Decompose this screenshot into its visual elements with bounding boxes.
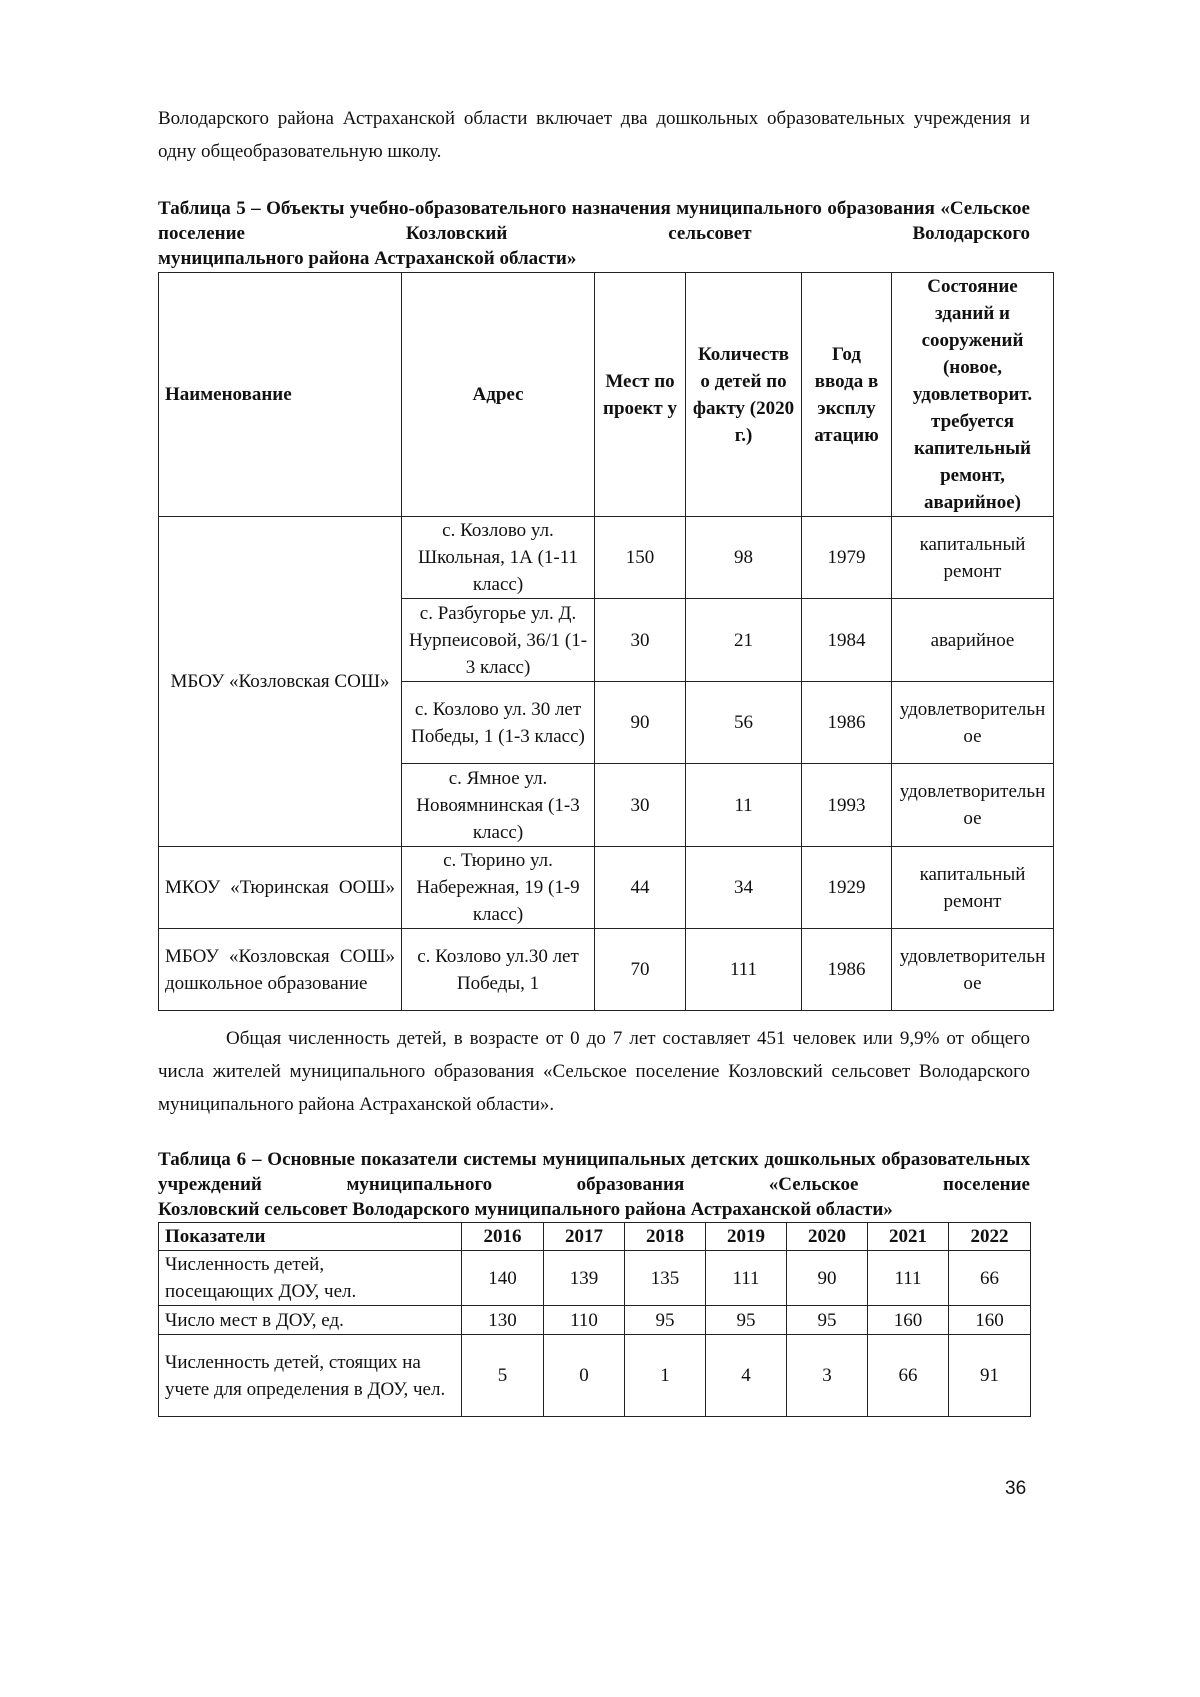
header-cell: 2016: [462, 1223, 544, 1251]
table-row: [159, 1306, 1031, 1335]
header-cell: 2021: [868, 1223, 949, 1251]
value-cell: 139: [544, 1251, 625, 1306]
address-cell: с. Тюрино ул. Набережная, 19 (1-9 класс): [402, 847, 595, 929]
name-cell: МКОУ «Тюринская ООШ»: [159, 847, 402, 929]
header-cell: Наименование: [159, 273, 402, 517]
year-cell: 1993: [802, 764, 892, 847]
places-cell: 30: [595, 599, 686, 682]
state-cell: капитальный ремонт: [892, 847, 1054, 929]
table6-caption: [158, 1147, 1030, 1222]
value-cell: 160: [949, 1306, 1031, 1335]
places-cell: 150: [595, 517, 686, 599]
header-cell: Количеств о детей по факту (2020 г.): [686, 273, 802, 517]
places-cell: 70: [595, 929, 686, 1011]
children-cell: 11: [686, 764, 802, 847]
state-cell: удовлетворительное: [892, 764, 1054, 847]
table-row: [159, 517, 1054, 599]
value-cell: 111: [706, 1251, 787, 1306]
value-cell: 3: [787, 1335, 868, 1417]
address-cell: с. Козлово ул. Школьная, 1А (1-11 класс): [402, 517, 595, 599]
value-cell: 66: [949, 1251, 1031, 1306]
table-row: [159, 847, 1054, 929]
address-cell: с. Козлово ул. 30 лет Победы, 1 (1-3 класс): [402, 682, 595, 764]
year-cell: 1986: [802, 929, 892, 1011]
table-row: [159, 929, 1054, 1011]
name-cell: МБОУ «Козловская СОШ»: [159, 517, 402, 847]
state-cell: удовлетворительное: [892, 682, 1054, 764]
places-cell: 90: [595, 682, 686, 764]
children-cell: 56: [686, 682, 802, 764]
state-cell: удовлетворительное: [892, 929, 1054, 1011]
year-cell: 1929: [802, 847, 892, 929]
value-cell: 66: [868, 1335, 949, 1417]
intro-paragraph: Володарского района Астраханской области включает два дошкольных образовательных учреждения и одну общеобразовательную школу.: [158, 108, 1030, 162]
places-cell: 30: [595, 764, 686, 847]
table-header-row: [159, 273, 1054, 517]
header-cell: Мест по проект у: [595, 273, 686, 517]
children-cell: 98: [686, 517, 802, 599]
value-cell: 135: [625, 1251, 706, 1306]
address-cell: с. Козлово ул.30 лет Победы, 1: [402, 929, 595, 1011]
header-cell: Адрес: [402, 273, 595, 517]
value-cell: 95: [625, 1306, 706, 1335]
value-cell: 5: [462, 1335, 544, 1417]
places-cell: 44: [595, 847, 686, 929]
year-cell: 1979: [802, 517, 892, 599]
children-cell: 21: [686, 599, 802, 682]
state-cell: аварийное: [892, 599, 1054, 682]
label-cell: Численность детей, посещающих ДОУ, чел.: [159, 1251, 462, 1306]
table6: [158, 1222, 1031, 1417]
header-cell: 2020: [787, 1223, 868, 1251]
address-cell: с. Ямное ул. Новоямнинская (1-3 класс): [402, 764, 595, 847]
header-cell: 2017: [544, 1223, 625, 1251]
value-cell: 95: [787, 1306, 868, 1335]
caption-text: Таблица 5 – Объекты учебно-образовательного назначения муниципального образования «Сельское поселение Козловский сельсовет Володарского: [158, 198, 1030, 244]
address-cell: с. Разбугорье ул. Д. Нурпеисовой, 36/1 (1-3 класс): [402, 599, 595, 682]
table5-caption: [158, 196, 1030, 271]
value-cell: 1: [625, 1335, 706, 1417]
caption-text: Таблица 6 – Основные показатели системы муниципальных детских дошкольных образовательных учреждений муниципального образования «Сельское поселение: [158, 1149, 1030, 1195]
table-row: [159, 1335, 1031, 1417]
header-cell: Год ввода в эксплу атацию: [802, 273, 892, 517]
table5: [158, 272, 1054, 1011]
page-number: 36: [1005, 1478, 1027, 1499]
value-cell: 0: [544, 1335, 625, 1417]
name-cell: МБОУ «Козловская СОШ» дошкольное образование: [159, 929, 402, 1011]
children-cell: 111: [686, 929, 802, 1011]
table-row: [159, 1251, 1031, 1306]
value-cell: 130: [462, 1306, 544, 1335]
value-cell: 95: [706, 1306, 787, 1335]
children-cell: 34: [686, 847, 802, 929]
label-cell: Численность детей, стоящих на учете для определения в ДОУ, чел.: [159, 1335, 462, 1417]
caption-text-last: Козловский сельсовет Володарского муниципального района Астраханской области»: [158, 1199, 893, 1220]
population-paragraph: Общая численность детей, в возрасте от 0 до 7 лет составляет 451 человек или 9,9% от общего числа жителей муниципального образования «Сельское поселение Козловский сельсовет Володарского муниципального района Астраханской области».: [158, 1028, 1030, 1115]
value-cell: 140: [462, 1251, 544, 1306]
header-cell: Показатели: [159, 1223, 462, 1251]
label-cell: Число мест в ДОУ, ед.: [159, 1306, 462, 1335]
header-cell: 2018: [625, 1223, 706, 1251]
table-header-row: [159, 1223, 1031, 1251]
value-cell: 4: [706, 1335, 787, 1417]
header-cell: 2019: [706, 1223, 787, 1251]
year-cell: 1986: [802, 682, 892, 764]
caption-text-last: муниципального района Астраханской области»: [158, 248, 577, 269]
value-cell: 110: [544, 1306, 625, 1335]
value-cell: 91: [949, 1335, 1031, 1417]
value-cell: 160: [868, 1306, 949, 1335]
header-cell: 2022: [949, 1223, 1031, 1251]
year-cell: 1984: [802, 599, 892, 682]
value-cell: 90: [787, 1251, 868, 1306]
header-cell: Состояние зданий и сооружений (новое, удовлетворит. требуется капительный ремонт, аварийное): [892, 273, 1054, 517]
value-cell: 111: [868, 1251, 949, 1306]
state-cell: капитальный ремонт: [892, 517, 1054, 599]
